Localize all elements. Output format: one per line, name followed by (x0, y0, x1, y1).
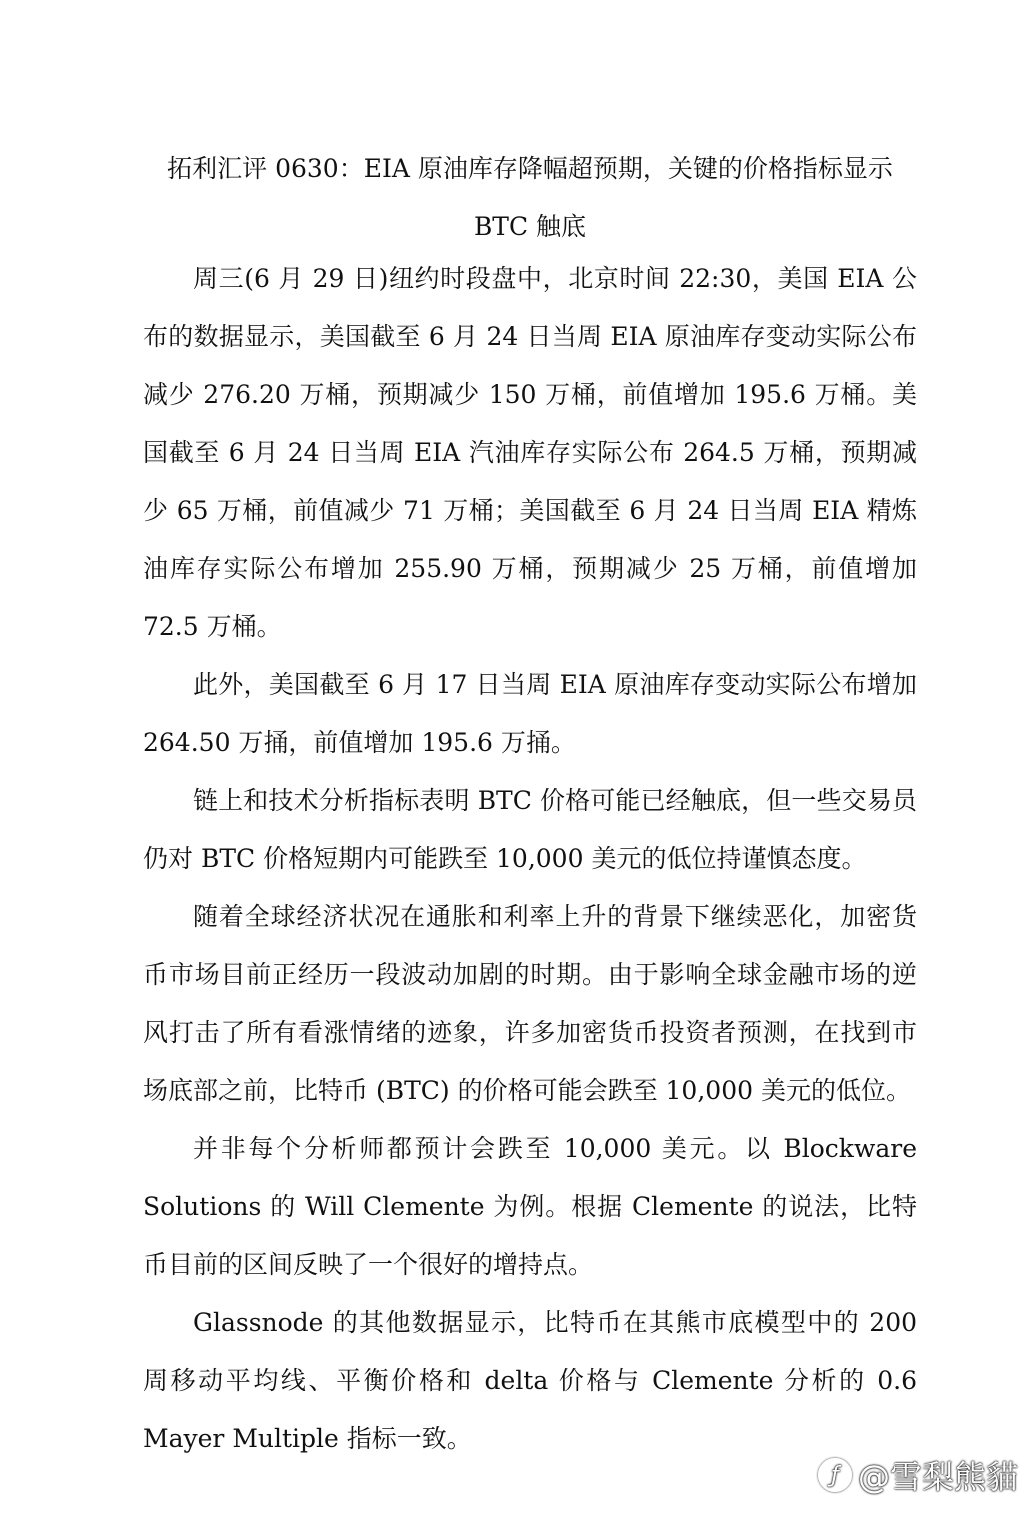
paragraph-glassnode: Glassnode 的其他数据显示，比特币在其熊市底模型中的 200 周移动平均线、平衡价格和 delta 价格与 Clemente 分析的 0.6 Mayer Multiple 指标一致。 (143, 1308, 917, 1453)
paragraph-analyst-view: 并非每个分析师都预计会跌至 10,000 美元。以 Blockware Solutions 的 Will Clemente 为例。根据 Clemente 的说法，比特币目前的区间反映了一个很好的增持点。 (143, 1134, 917, 1279)
document-title: 拓利汇评 0630：EIA 原油库存降幅超预期，关键的价格指标显示 BTC 触底 (167, 154, 893, 241)
paragraph-eia-data: 周三(6 月 29 日)纽约时段盘中，北京时间 22:30，美国 EIA 公布的数据显示，美国截至 6 月 24 日当周 EIA 原油库存变动实际公布减少 276.20 万桶，预期减少 150 万桶，前值增加 195.6 万桶。美国截至 6 月 24 日当周 EIA 汽油库存实际公布 264.5 万桶，预期减少 65 万桶，前值减少 71 万桶；美国截至 6 月 24 日当周 EIA 精炼油库存实际公布增加 255.90 万桶，预期减少 25 万桶，前值增加 72.5 万桶。 (143, 264, 917, 641)
snowball-logo-icon: ƒ (818, 1458, 852, 1492)
paragraph-market-volatility: 随着全球经济状况在通胀和利率上升的背景下继续恶化，加密货币市场目前正经历一段波动加剧的时期。由于影响全球金融市场的逆风打击了所有看涨情绪的迹象，许多加密货币投资者预测，在找到市场底部之前，比特币 (BTC) 的价格可能会跌至 10,000 美元的低位。 (143, 902, 917, 1105)
watermark-text: @雪梨熊貓 (857, 1458, 1018, 1496)
document-body (143, 250, 917, 1468)
watermark (818, 1452, 1018, 1498)
paragraph-btc-bottom: 链上和技术分析指标表明 BTC 价格可能已经触底，但一些交易员仍对 BTC 价格短期内可能跌至 10,000 美元的低位持谨慎态度。 (143, 786, 917, 873)
paragraph-prior-week: 此外，美国截至 6 月 17 日当周 EIA 原油库存变动实际公布增加 264.50 万捅，前值增加 195.6 万捅。 (143, 670, 917, 757)
